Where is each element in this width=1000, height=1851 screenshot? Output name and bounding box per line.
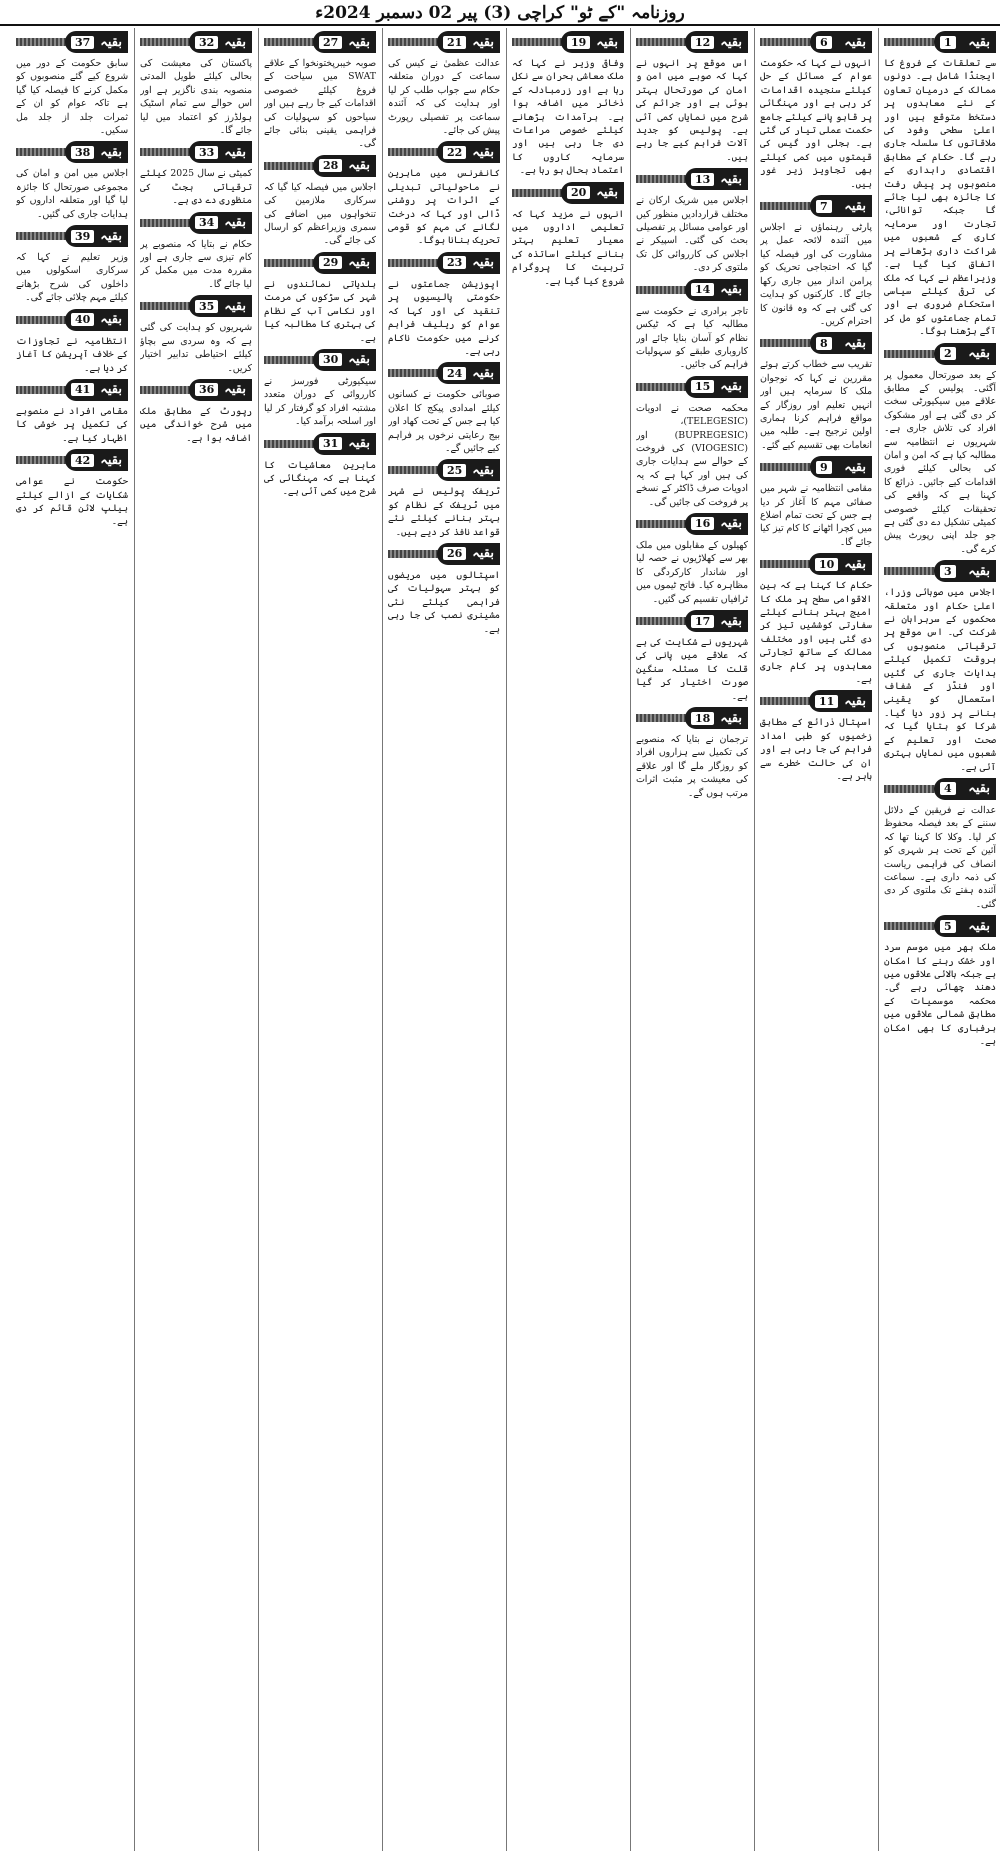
continuation-block xyxy=(264,349,376,429)
continuation-block xyxy=(388,252,500,358)
continuation-text: پارٹی رہنماؤں نے اجلاس میں آئندہ لائحہ عمل پر مشاورت کی اور فیصلہ کیا گیا کہ احتجاجی تحریک کو پرامن انداز میں جاری رکھا جائے گا۔ کارکنوں کو ہدایت کی گئی ہے کہ وہ قانون کا احترام کریں۔ xyxy=(760,222,872,327)
tag-number: 27 xyxy=(319,36,342,49)
continuation-text: مقامی انتظامیہ نے شہر میں صفائی مہم کا آغاز کر دیا ہے جس کے تحت تمام اضلاع میں کچرا اٹھانے کا کام تیز کیا جائے گا۔ xyxy=(760,483,872,548)
tag-word: بقیہ xyxy=(472,365,494,381)
tag-number: 21 xyxy=(443,36,466,49)
tag-word: بقیہ xyxy=(720,613,742,629)
news-column xyxy=(388,28,500,1851)
tag-label xyxy=(313,433,376,455)
tag-label xyxy=(189,31,252,53)
tag-label xyxy=(810,332,872,354)
tag-number: 30 xyxy=(319,353,342,366)
continuation-text: تقریب سے خطاب کرتے ہوئے مقررین نے کہا کہ نوجوان ملک کا سرمایہ ہیں اور انہیں تعلیم اور روزگار کے مواقع فراہم کرنا ہماری اولین ترجیح ہے۔ طلبہ میں انعامات بھی تقسیم کیے گئے۔ xyxy=(760,359,872,451)
tag-word: بقیہ xyxy=(100,144,122,160)
tag-label xyxy=(437,31,500,53)
tag-label xyxy=(934,560,996,582)
continuation-text: محکمہ صحت نے ادویات (TELEGESIC)، (BUPREGESIC) اور (VIOGESIC) کی فروخت کے حوالے سے ہدایات جاری کی ہیں اور کہا ہے کہ یہ ادویات صرف ڈاکٹر کے نسخے پر فروخت کی جائیں گی۔ xyxy=(636,402,748,508)
continuation-block xyxy=(760,195,872,328)
tag-label xyxy=(809,690,872,712)
tag-number: 1 xyxy=(940,36,956,49)
tag-word: بقیہ xyxy=(720,34,742,50)
tag-number: 33 xyxy=(195,146,218,159)
tag-word: بقیہ xyxy=(472,255,494,271)
baqiya-tag xyxy=(16,379,128,401)
tag-label xyxy=(65,309,128,331)
news-column xyxy=(264,28,376,1851)
continuation-block xyxy=(760,690,872,783)
tag-number: 29 xyxy=(319,256,342,269)
tag-word: بقیہ xyxy=(596,185,618,201)
tag-word: بقیہ xyxy=(348,436,370,452)
baqiya-tag xyxy=(512,31,624,53)
column-divider xyxy=(630,28,631,1851)
tag-number: 6 xyxy=(816,36,832,49)
tag-word: بقیہ xyxy=(844,198,866,214)
tag-word: بقیہ xyxy=(844,556,866,572)
tag-word: بقیہ xyxy=(596,34,618,50)
continuation-block xyxy=(636,513,748,606)
continuation-text: شہریوں نے شکایت کی ہے کہ علاقے میں پانی کی قلت کا مسئلہ سنگین صورت اختیار کر گیا ہے۔ xyxy=(636,637,748,702)
continuation-text: حکام کا کہنا ہے کہ بین الاقوامی سطح پر ملک کا امیج بہتر بنانے کیلئے سفارتی کوششیں تیز کر دی گئی ہیں اور مختلف ممالک کے ساتھ تجارتی معاہدوں پر کام جاری ہے۔ xyxy=(760,580,872,686)
continuation-block xyxy=(760,31,872,191)
tag-number: 10 xyxy=(815,558,838,571)
continuation-text: کمیٹی نے سال 2025 کیلئے ترقیاتی بجٹ کی منظوری دے دی ہے۔ xyxy=(140,168,252,207)
tag-word: بقیہ xyxy=(224,382,246,398)
continuation-block xyxy=(16,225,128,305)
tag-label xyxy=(437,252,500,274)
baqiya-tag xyxy=(388,141,500,163)
news-column xyxy=(16,28,128,1851)
continuation-text: کے بعد صورتحال معمول پر آگئی۔ پولیس کے مطابق علاقے میں سیکیورٹی سخت کر دی گئی ہے اور مشکوک افراد کی تلاش جاری ہے۔ شہریوں نے انتظامیہ سے مطالبہ کیا ہے کہ امن و امان کی بحالی کیلئے فوری اقدامات کیے جائیں۔ ذرائع کا کہنا ہے کہ واقعے کی تحقیقات کیلئے خصوصی کمیٹی تشکیل دے دی گئی ہے جو جلد اپنی رپورٹ پیش کرے گی۔ xyxy=(884,369,996,555)
tag-label xyxy=(685,279,748,301)
tag-number: 34 xyxy=(195,216,218,229)
column-divider xyxy=(754,28,755,1851)
continuation-text: حکام نے بتایا کہ منصوبے پر کام تیزی سے جاری ہے اور مقررہ مدت میں مکمل کر لیا جائے گا۔ xyxy=(140,238,252,290)
tag-label xyxy=(189,379,252,401)
baqiya-tag xyxy=(264,252,376,274)
continuation-block xyxy=(264,155,376,248)
tag-label xyxy=(313,155,376,177)
tag-label xyxy=(810,195,872,217)
continuation-block xyxy=(884,560,996,774)
baqiya-tag xyxy=(884,778,996,800)
continuation-text: بلدیاتی نمائندوں نے شہر کی سڑکوں کی مرمت اور نکاسی آب کے نظام کی بہتری کا مطالبہ کیا ہے۔ xyxy=(264,278,376,344)
continuation-text: پاکستان کی معیشت کی بحالی کیلئے طویل المدتی منصوبہ بندی ناگزیر ہے اور اس حوالے سے تمام اسٹیک ہولڈرز کو اعتماد میں لیا جائے گا۔ xyxy=(140,58,252,137)
continuation-text: ٹریفک پولیس نے شہر میں ٹریفک کے نظام کو بہتر بنانے کیلئے نئے قواعد نافذ کر دیے ہیں۔ xyxy=(388,486,500,538)
baqiya-tag xyxy=(760,195,872,217)
tag-number: 17 xyxy=(691,615,714,628)
tag-label xyxy=(685,513,748,535)
tag-label xyxy=(437,543,500,565)
tag-label xyxy=(313,252,376,274)
continuation-block xyxy=(16,449,128,529)
tag-label xyxy=(934,31,996,53)
baqiya-tag xyxy=(388,31,500,53)
tag-label xyxy=(934,778,996,800)
continuation-text: اسپتال ذرائع کے مطابق زخمیوں کو طبی امداد فراہم کی جا رہی ہے اور ان کی حالت خطرے سے باہر ہے۔ xyxy=(760,717,872,783)
baqiya-tag xyxy=(636,279,748,301)
baqiya-tag xyxy=(16,225,128,247)
tag-number: 41 xyxy=(71,383,94,396)
tag-number: 4 xyxy=(940,782,956,795)
baqiya-tag xyxy=(636,376,748,398)
tag-label xyxy=(189,141,252,163)
baqiya-tag xyxy=(884,31,996,53)
tag-label xyxy=(934,343,996,365)
tag-word: بقیہ xyxy=(844,459,866,475)
tag-word: بقیہ xyxy=(100,312,122,328)
tag-word: بقیہ xyxy=(844,34,866,50)
continuation-text: وزیر تعلیم نے کہا کہ سرکاری اسکولوں میں داخلوں کی شرح بڑھانے کیلئے مہم چلائی جائے گی۔ xyxy=(16,252,128,304)
tag-number: 39 xyxy=(71,230,94,243)
tag-label xyxy=(810,456,872,478)
continuation-block xyxy=(636,279,748,372)
tag-word: بقیہ xyxy=(100,34,122,50)
tag-word: بقیہ xyxy=(844,693,866,709)
continuation-block xyxy=(636,168,748,274)
tag-word: بقیہ xyxy=(968,918,990,934)
tag-number: 32 xyxy=(195,36,218,49)
tag-number: 5 xyxy=(940,920,956,933)
continuation-block xyxy=(760,332,872,452)
continuation-block xyxy=(884,915,996,1048)
baqiya-tag xyxy=(884,343,996,365)
continuation-text: انہوں نے مزید کہا کہ تعلیمی اداروں میں معیار تعلیم بہتر بنانے کیلئے اساتذہ کی تربیت کا پروگرام شروع کیا گیا ہے۔ xyxy=(512,208,624,287)
baqiya-tag xyxy=(16,31,128,53)
continuation-text: انہوں نے کہا کہ حکومت عوام کے مسائل کے حل کیلئے سنجیدہ اقدامات کر رہی ہے اور مہنگائی پر قابو پانے کیلئے جامع حکمت عملی تیار کی گئی ہے۔ بجلی اور گیس کی قیمتوں میں کمی کیلئے بھی تجاویز زیر غور ہیں۔ xyxy=(760,58,872,190)
continuation-text: انتظامیہ نے تجاوزات کے خلاف آپریشن کا آغاز کر دیا ہے۔ xyxy=(16,335,128,374)
tag-word: بقیہ xyxy=(224,298,246,314)
news-column xyxy=(760,28,872,1851)
tag-number: 13 xyxy=(691,173,714,186)
tag-label xyxy=(313,31,376,53)
column-divider xyxy=(506,28,507,1851)
tag-word: بقیہ xyxy=(720,282,742,298)
tag-number: 42 xyxy=(71,454,94,467)
baqiya-tag xyxy=(884,560,996,582)
tag-label xyxy=(65,225,128,247)
continuation-block xyxy=(388,362,500,455)
tag-label xyxy=(810,31,872,53)
tag-number: 9 xyxy=(816,461,832,474)
tag-number: 12 xyxy=(691,36,714,49)
baqiya-tag xyxy=(636,610,748,632)
continuation-text: مقامی افراد نے منصوبے کی تکمیل پر خوشی کا اظہار کیا ہے۔ xyxy=(16,405,128,444)
tag-number: 20 xyxy=(567,186,590,199)
tag-number: 18 xyxy=(691,712,714,725)
continuation-text: ماہرین معاشیات کا کہنا ہے کہ مہنگائی کی شرح میں کمی آئی ہے۔ xyxy=(264,459,376,498)
tag-word: بقیہ xyxy=(968,563,990,579)
news-column xyxy=(636,28,748,1851)
continuation-block xyxy=(140,379,252,445)
tag-label xyxy=(685,376,748,398)
continuation-block xyxy=(16,141,128,221)
continuation-block xyxy=(760,553,872,686)
tag-label xyxy=(313,349,376,371)
baqiya-tag xyxy=(140,141,252,163)
tag-label xyxy=(65,379,128,401)
tag-word: بقیہ xyxy=(720,171,742,187)
tag-word: بقیہ xyxy=(472,34,494,50)
continuation-block xyxy=(16,309,128,375)
tag-word: بقیہ xyxy=(472,462,494,478)
continuation-block xyxy=(884,31,996,339)
news-column xyxy=(512,28,624,1851)
tag-number: 40 xyxy=(71,313,94,326)
tag-label xyxy=(561,31,624,53)
tag-number: 24 xyxy=(443,367,466,380)
continuation-block xyxy=(140,295,252,375)
baqiya-tag xyxy=(760,332,872,354)
tag-number: 15 xyxy=(691,380,714,393)
continuation-text: اسپتالوں میں مریضوں کو بہتر سہولیات کی فراہمی کیلئے نئی مشینری نصب کی جا رہی ہے۔ xyxy=(388,569,500,635)
continuation-block xyxy=(388,459,500,539)
tag-number: 28 xyxy=(319,159,342,172)
column-divider xyxy=(382,28,383,1851)
tag-number: 16 xyxy=(691,517,714,530)
tag-number: 11 xyxy=(815,695,838,708)
tag-number: 19 xyxy=(567,36,590,49)
tag-number: 31 xyxy=(319,437,342,450)
column-divider xyxy=(878,28,879,1851)
continuation-block xyxy=(760,456,872,549)
continuation-text: سیکیورٹی فورسز نے کارروائی کے دوران متعدد مشتبہ افراد کو گرفتار کر لیا اور اسلحہ برآمد کیا۔ xyxy=(264,375,376,428)
continuation-block xyxy=(388,141,500,247)
baqiya-tag xyxy=(388,459,500,481)
tag-label xyxy=(437,459,500,481)
continuation-text: اجلاس میں صوبائی وزرا، اعلیٰ حکام اور متعلقہ محکموں کے سربراہان نے شرکت کی۔ اس موقع پر ترقیاتی منصوبوں کی بروقت تکمیل کیلئے ہدایات جاری کی گئیں اور فنڈز کے شفاف استعمال کو یقینی بنانے پر زور دیا گیا۔ شرکا کو بتایا گیا کہ صحت اور تعلیم کے شعبوں میں نمایاں بہتری آئی ہے۔ xyxy=(884,587,996,773)
tag-word: بقیہ xyxy=(472,546,494,562)
continuation-text: کھیلوں کے مقابلوں میں ملک بھر سے کھلاڑیوں نے حصہ لیا اور شاندار کارکردگی کا مظاہرہ کیا۔ فاتح ٹیموں میں ٹرافیاں تقسیم کی گئیں۔ xyxy=(636,539,748,605)
continuation-block xyxy=(884,343,996,557)
tag-word: بقیہ xyxy=(100,382,122,398)
continuation-block xyxy=(16,379,128,445)
baqiya-tag xyxy=(16,141,128,163)
tag-word: بقیہ xyxy=(348,34,370,50)
masthead-rule xyxy=(0,24,1000,26)
newspaper-dateline: روزنامہ "کے ٹو" کراچی (3) پیر 02 دسمبر 2024ء xyxy=(315,2,685,23)
tag-number: 2 xyxy=(940,347,956,360)
tag-label xyxy=(685,707,748,729)
continuation-text: کانفرنس میں ماہرین نے ماحولیاتی تبدیلی کے اثرات پر روشنی ڈالی اور کہا کہ درخت لگانے کی مہم کو قومی تحریک بنانا ہوگا۔ xyxy=(388,168,500,247)
tag-word: بقیہ xyxy=(844,335,866,351)
tag-label xyxy=(685,31,748,53)
baqiya-tag xyxy=(140,295,252,317)
tag-label xyxy=(437,141,500,163)
continuation-text: صوبہ خیبرپختونخوا کے علاقے SWAT میں سیاحت کے فروغ کیلئے خصوصی اقدامات کیے جا رہے ہیں اور سیاحوں کو سہولیات کی فراہمی یقینی بنائی جائے گی۔ xyxy=(264,58,376,150)
tag-label xyxy=(437,362,500,384)
baqiya-tag xyxy=(388,543,500,565)
baqiya-tag xyxy=(512,182,624,204)
tag-word: بقیہ xyxy=(224,215,246,231)
continuation-block xyxy=(140,212,252,292)
tag-label xyxy=(65,449,128,471)
tag-word: بقیہ xyxy=(720,516,742,532)
column-divider xyxy=(134,28,135,1851)
continuation-text: ملک بھر میں موسم سرد اور خشک رہنے کا امکان ہے جبکہ بالائی علاقوں میں دھند چھائی رہے گی۔ محکمہ موسمیات کے مطابق شمالی علاقوں میں برفباری کا بھی امکان ہے۔ xyxy=(884,942,996,1047)
continuation-text: شہریوں کو ہدایت کی گئی ہے کہ وہ سردی سے بچاؤ کیلئے احتیاطی تدابیر اختیار کریں۔ xyxy=(140,322,252,374)
continuation-text: وفاقی وزیر نے کہا کہ ملک معاشی بحران سے نکل رہا ہے اور زرمبادلہ کے ذخائر میں اضافہ ہوا ہے۔ برآمدات بڑھانے کیلئے خصوصی مراعات دی جا رہی ہیں اور سرمایہ کاروں کا اعتماد بحال ہو رہا ہے۔ xyxy=(512,58,624,177)
baqiya-tag xyxy=(636,31,748,53)
tag-number: 3 xyxy=(940,565,956,578)
masthead xyxy=(0,0,1000,24)
continuation-text: سے تعلقات کے فروغ کا ایجنڈا شامل ہے۔ دونوں ممالک کے درمیان تعاون کے نئے معاہدوں پر دستخط متوقع ہیں اور اعلیٰ سطحی وفود کی ملاقاتوں کا سلسلہ جاری رہے گا۔ حکام کے مطابق اقتصادی راہداری کے منصوبوں پر پیش رفت کا جائزہ بھی لیا جائے گا جبکہ توانائی، تجارت اور سرمایہ کاری کے شعبوں میں شراکت داری بڑھانے پر اتفاق کیا گیا ہے۔ وزیراعظم نے کہا کہ ملک کی ترقی کیلئے سیاسی استحکام ضروری ہے اور تمام جماعتوں کو مل کر آگے بڑھنا ہوگا۔ xyxy=(884,58,996,338)
tag-number: 38 xyxy=(71,146,94,159)
tag-label xyxy=(189,212,252,234)
continuation-text: رپورٹ کے مطابق ملک میں شرح خواندگی میں اضافہ ہوا ہے۔ xyxy=(140,405,252,444)
tag-word: بقیہ xyxy=(224,34,246,50)
baqiya-tag xyxy=(264,31,376,53)
tag-number: 25 xyxy=(443,464,466,477)
baqiya-tag xyxy=(264,433,376,455)
baqiya-tag xyxy=(636,168,748,190)
continuation-block xyxy=(512,182,624,288)
continuation-block xyxy=(140,141,252,207)
column-divider xyxy=(258,28,259,1851)
baqiya-tag xyxy=(140,31,252,53)
tag-number: 26 xyxy=(443,547,466,560)
tag-label xyxy=(809,553,872,575)
continuation-block xyxy=(884,778,996,911)
continuation-text: صوبائی حکومت نے کسانوں کیلئے امدادی پیکج کا اعلان کیا ہے جس کے تحت کھاد اور بیج رعایتی نرخوں پر فراہم کیے جائیں گے۔ xyxy=(388,389,500,454)
continuation-text: تاجر برادری نے حکومت سے مطالبہ کیا ہے کہ ٹیکس نظام کو آسان بنایا جائے اور کاروباری طبقے کو سہولیات فراہم کی جائیں۔ xyxy=(636,305,748,371)
baqiya-tag xyxy=(264,349,376,371)
baqiya-tag xyxy=(760,690,872,712)
news-column xyxy=(884,28,996,1851)
tag-number: 8 xyxy=(816,337,832,350)
tag-label xyxy=(189,295,252,317)
continuation-block xyxy=(264,31,376,151)
continuation-block xyxy=(512,31,624,178)
baqiya-tag xyxy=(636,513,748,535)
continuation-text: عدالت نے فریقین کے دلائل سننے کے بعد فیصلہ محفوظ کر لیا۔ وکلا کا کہنا تھا کہ آئین کے تحت ہر شہری کو انصاف کی فراہمی ریاست کی ذمہ داری ہے۔ سماعت آئندہ ہفتے تک ملتوی کر دی گئی۔ xyxy=(884,804,996,910)
continuation-text: اجلاس میں امن و امان کی مجموعی صورتحال کا جائزہ لیا گیا اور متعلقہ اداروں کو ہدایات جاری کی گئیں۔ xyxy=(16,168,128,220)
continuation-text: سابق حکومت کے دور میں شروع کیے گئے منصوبوں کو مکمل کرنے کا فیصلہ کیا گیا ہے تاکہ عوام کو ان کے ثمرات جلد از جلد مل سکیں۔ xyxy=(16,58,128,137)
continuation-text: اجلاس میں شریک ارکان نے مختلف قراردادیں منظور کیں اور عوامی مسائل پر تفصیلی بحث کی گئی۔ اسپیکر نے اجلاس کی کارروائی کل تک ملتوی کر دی۔ xyxy=(636,195,748,274)
tag-word: بقیہ xyxy=(968,34,990,50)
tag-number: 7 xyxy=(816,200,832,213)
continuation-block xyxy=(16,31,128,137)
baqiya-tag xyxy=(140,212,252,234)
tag-number: 23 xyxy=(443,256,466,269)
tag-label xyxy=(934,915,996,937)
continuation-text: اپوزیشن جماعتوں نے حکومتی پالیسیوں پر تنقید کی اور کہا کہ عوام کو ریلیف فراہم کرنے میں حکومت ناکام رہی ہے۔ xyxy=(388,278,500,357)
tag-word: بقیہ xyxy=(348,158,370,174)
continuation-block xyxy=(636,707,748,800)
continuation-block xyxy=(264,252,376,345)
continuation-text: اجلاس میں فیصلہ کیا گیا کہ سرکاری ملازمین کی تنخواہوں میں اضافے کی سمری وزیراعظم کو ارسال کی جائے گی۔ xyxy=(264,181,376,247)
news-column xyxy=(140,28,252,1851)
tag-word: بقیہ xyxy=(720,379,742,395)
baqiya-tag xyxy=(140,379,252,401)
tag-number: 22 xyxy=(443,146,466,159)
baqiya-tag xyxy=(388,362,500,384)
continuation-block xyxy=(636,610,748,703)
baqiya-tag xyxy=(636,707,748,729)
continuation-text: ترجمان نے بتایا کہ منصوبے کی تکمیل سے ہزاروں افراد کو روزگار ملے گا اور علاقے کی معیشت پر مثبت اثرات مرتب ہوں گے۔ xyxy=(636,734,748,799)
tag-word: بقیہ xyxy=(720,710,742,726)
baqiya-tag xyxy=(264,155,376,177)
continuation-text: حکومت نے عوامی شکایات کے ازالے کیلئے ہیلپ لائن قائم کر دی ہے۔ xyxy=(16,476,128,528)
tag-word: بقیہ xyxy=(100,228,122,244)
baqiya-tag xyxy=(16,449,128,471)
tag-word: بقیہ xyxy=(348,255,370,271)
tag-label xyxy=(685,168,748,190)
tag-number: 14 xyxy=(691,283,714,296)
tag-word: بقیہ xyxy=(224,144,246,160)
baqiya-tag xyxy=(16,309,128,331)
continuation-block xyxy=(264,433,376,499)
tag-label xyxy=(561,182,624,204)
continuation-text: اس موقع پر انہوں نے کہا کہ صوبے میں امن و امان کی صورتحال بہتر ہوئی ہے اور جرائم کی شرح میں نمایاں کمی آئی ہے۔ پولیس کو جدید آلات فراہم کیے جا رہے ہیں۔ xyxy=(636,58,748,163)
tag-word: بقیہ xyxy=(100,452,122,468)
tag-number: 36 xyxy=(195,383,218,396)
continuation-block xyxy=(388,543,500,636)
tag-label xyxy=(65,31,128,53)
tag-label xyxy=(685,610,748,632)
continuation-text: عدالت عظمیٰ نے کیس کی سماعت کے دوران متعلقہ حکام سے جواب طلب کر لیا اور ہدایت کی کہ آئندہ سماعت پر تفصیلی رپورٹ پیش کی جائے۔ xyxy=(388,58,500,137)
baqiya-tag xyxy=(388,252,500,274)
tag-number: 37 xyxy=(71,36,94,49)
baqiya-tag xyxy=(884,915,996,937)
continuation-block xyxy=(388,31,500,137)
continuation-block xyxy=(636,31,748,164)
continuation-block xyxy=(140,31,252,137)
baqiya-tag xyxy=(760,456,872,478)
baqiya-tag xyxy=(760,553,872,575)
continuation-block xyxy=(636,376,748,509)
tag-word: بقیہ xyxy=(348,352,370,368)
tag-number: 35 xyxy=(195,300,218,313)
baqiya-tag xyxy=(760,31,872,53)
tag-word: بقیہ xyxy=(968,346,990,362)
tag-word: بقیہ xyxy=(472,144,494,160)
tag-word: بقیہ xyxy=(968,781,990,797)
tag-label xyxy=(65,141,128,163)
